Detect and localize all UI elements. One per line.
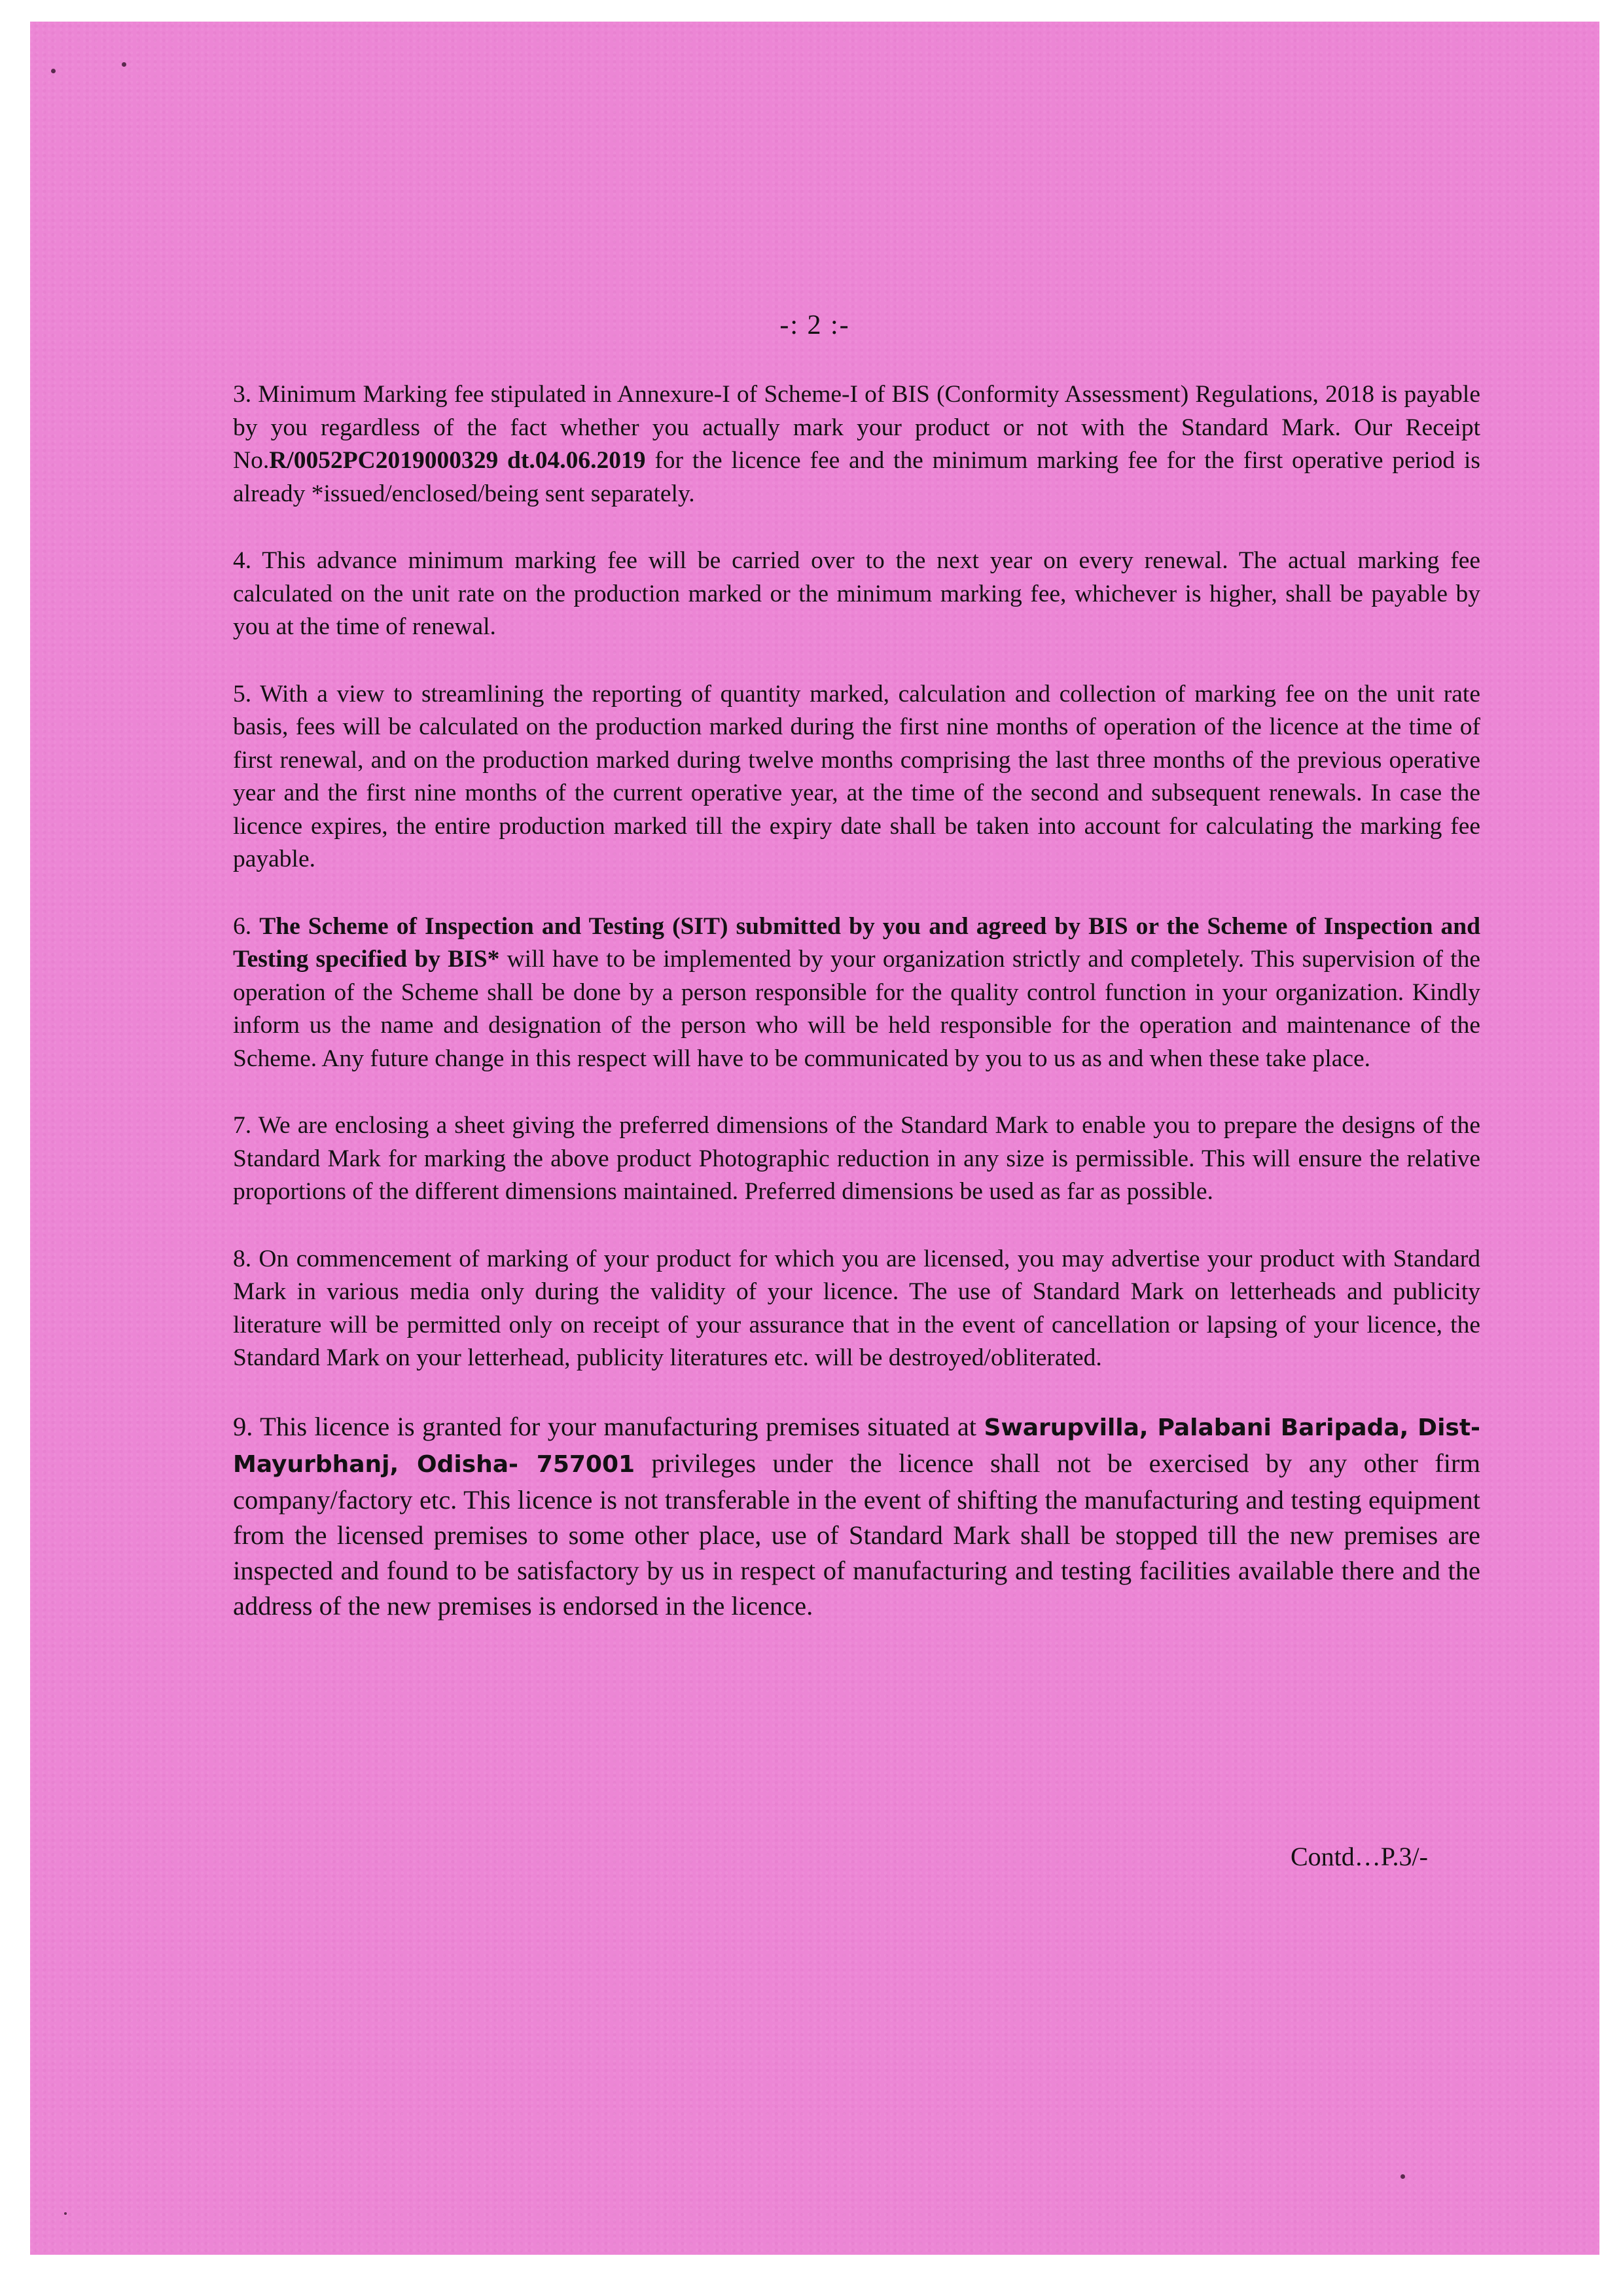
document-page: [30, 22, 1599, 2255]
paragraph-6-number: 6.: [233, 912, 260, 940]
paragraph-3-text-cont: for the licence fee and the minimum marking fee for the first operative period is already *issued/enclosed/being sent separately.: [233, 447, 1480, 507]
paragraph-9-text: 9. This licence is granted for your manufacturing premises situated at: [233, 1411, 984, 1441]
receipt-number: R/0052PC2019000329 dt.04.06.2019: [269, 447, 646, 474]
paragraph-7: 7. We are enclosing a sheet giving the preferred dimensions of the Standard Mark to enable you to prepare the designs of the Standard Mark for marking the above product Photographic reduction in any size is permissible. This will ensure the relative proportions of the different dimensions maintained. Preferred dimensions be used as far as possible.: [233, 1112, 1480, 1205]
paragraph-9: [233, 1409, 1480, 1624]
paper-speck: [64, 2212, 67, 2215]
letter-body: [233, 378, 1480, 1658]
paper-speck: [51, 69, 56, 73]
premises-address: Swarupvilla, Palabani Baripada, Dist- Mayurbhanj, Odisha- 757001: [233, 1414, 1480, 1478]
scheme-of-inspection-heading: The Scheme of Inspection and Testing (SIT) submitted by you and agreed by BIS or the Scheme of Inspection and Testing specified by BIS*: [233, 912, 1480, 973]
paragraph-8: 8. On commencement of marking of your product for which you are licensed, you may advertise your product with Standard Mark in various media only during the validity of your licence. The use of Standard Mark on letterheads and publicity literature will be permitted only on receipt of your assurance that in the event of cancellation or lapsing of your licence, the Standard Mark on your letterhead, publicity literatures etc. will be destroyed/obliterated.: [233, 1245, 1480, 1371]
paragraph-9-text-cont: privileges under the licence shall not be exercised by any other firm company/factory etc. This licence is not transferable in the event of shifting the manufacturing and testing equipment from the licensed premises to some other place, use of Standard Mark shall be stopped till the new premises are inspected and found to be satisfactory by us in respect of manufacturing and testing facilities available there and the address of the new premises is endorsed in the licence.: [233, 1448, 1480, 1621]
page-number: -: 2 :-: [779, 310, 850, 340]
paragraph-6: [233, 910, 1480, 1076]
paragraph-3: [233, 378, 1480, 511]
continuation-note: Contd…P.3/-: [1290, 1842, 1428, 1871]
paragraph-4: 4. This advance minimum marking fee will be carried over to the next year on every renewal. The actual marking fee calculated on the unit rate on the production marked or the minimum marking fee, whichever is higher, shall be payable by you at the time of renewal.: [233, 547, 1480, 640]
paper-speck: [1400, 2174, 1405, 2179]
paragraph-5: 5. With a view to streamlining the reporting of quantity marked, calculation and collection of marking fee on the unit rate basis, fees will be calculated on the production marked during the first nine months of operation of the licence at the time of first renewal, and on the production marked during twelve months comprising the last three months of the previous operative year and the first nine months of the current operative year, at the time of the second and subsequent renewals. In case the licence expires, the entire production marked till the expiry date shall be taken into account for calculating the marking fee payable.: [233, 680, 1480, 872]
paragraph-6-text: will have to be implemented by your organization strictly and completely. This supervision of the operation of the Scheme shall be done by a person responsible for the quality control function in your organization. Kindly inform us the name and designation of the person who will be held responsible for the operation and maintenance of the Scheme. Any future change in this respect will have to be communicated by you to us as and when these take place.: [233, 946, 1480, 1072]
paper-speck: [122, 62, 126, 67]
paragraph-3-text: 3. Minimum Marking fee stipulated in Annexure-I of Scheme-I of BIS (Conformity Assessment) Regulations, 2018 is payable by you regardless of the fact whether you actually mark your product or not with the Standard Mark. Our Receipt No.: [233, 381, 1480, 474]
